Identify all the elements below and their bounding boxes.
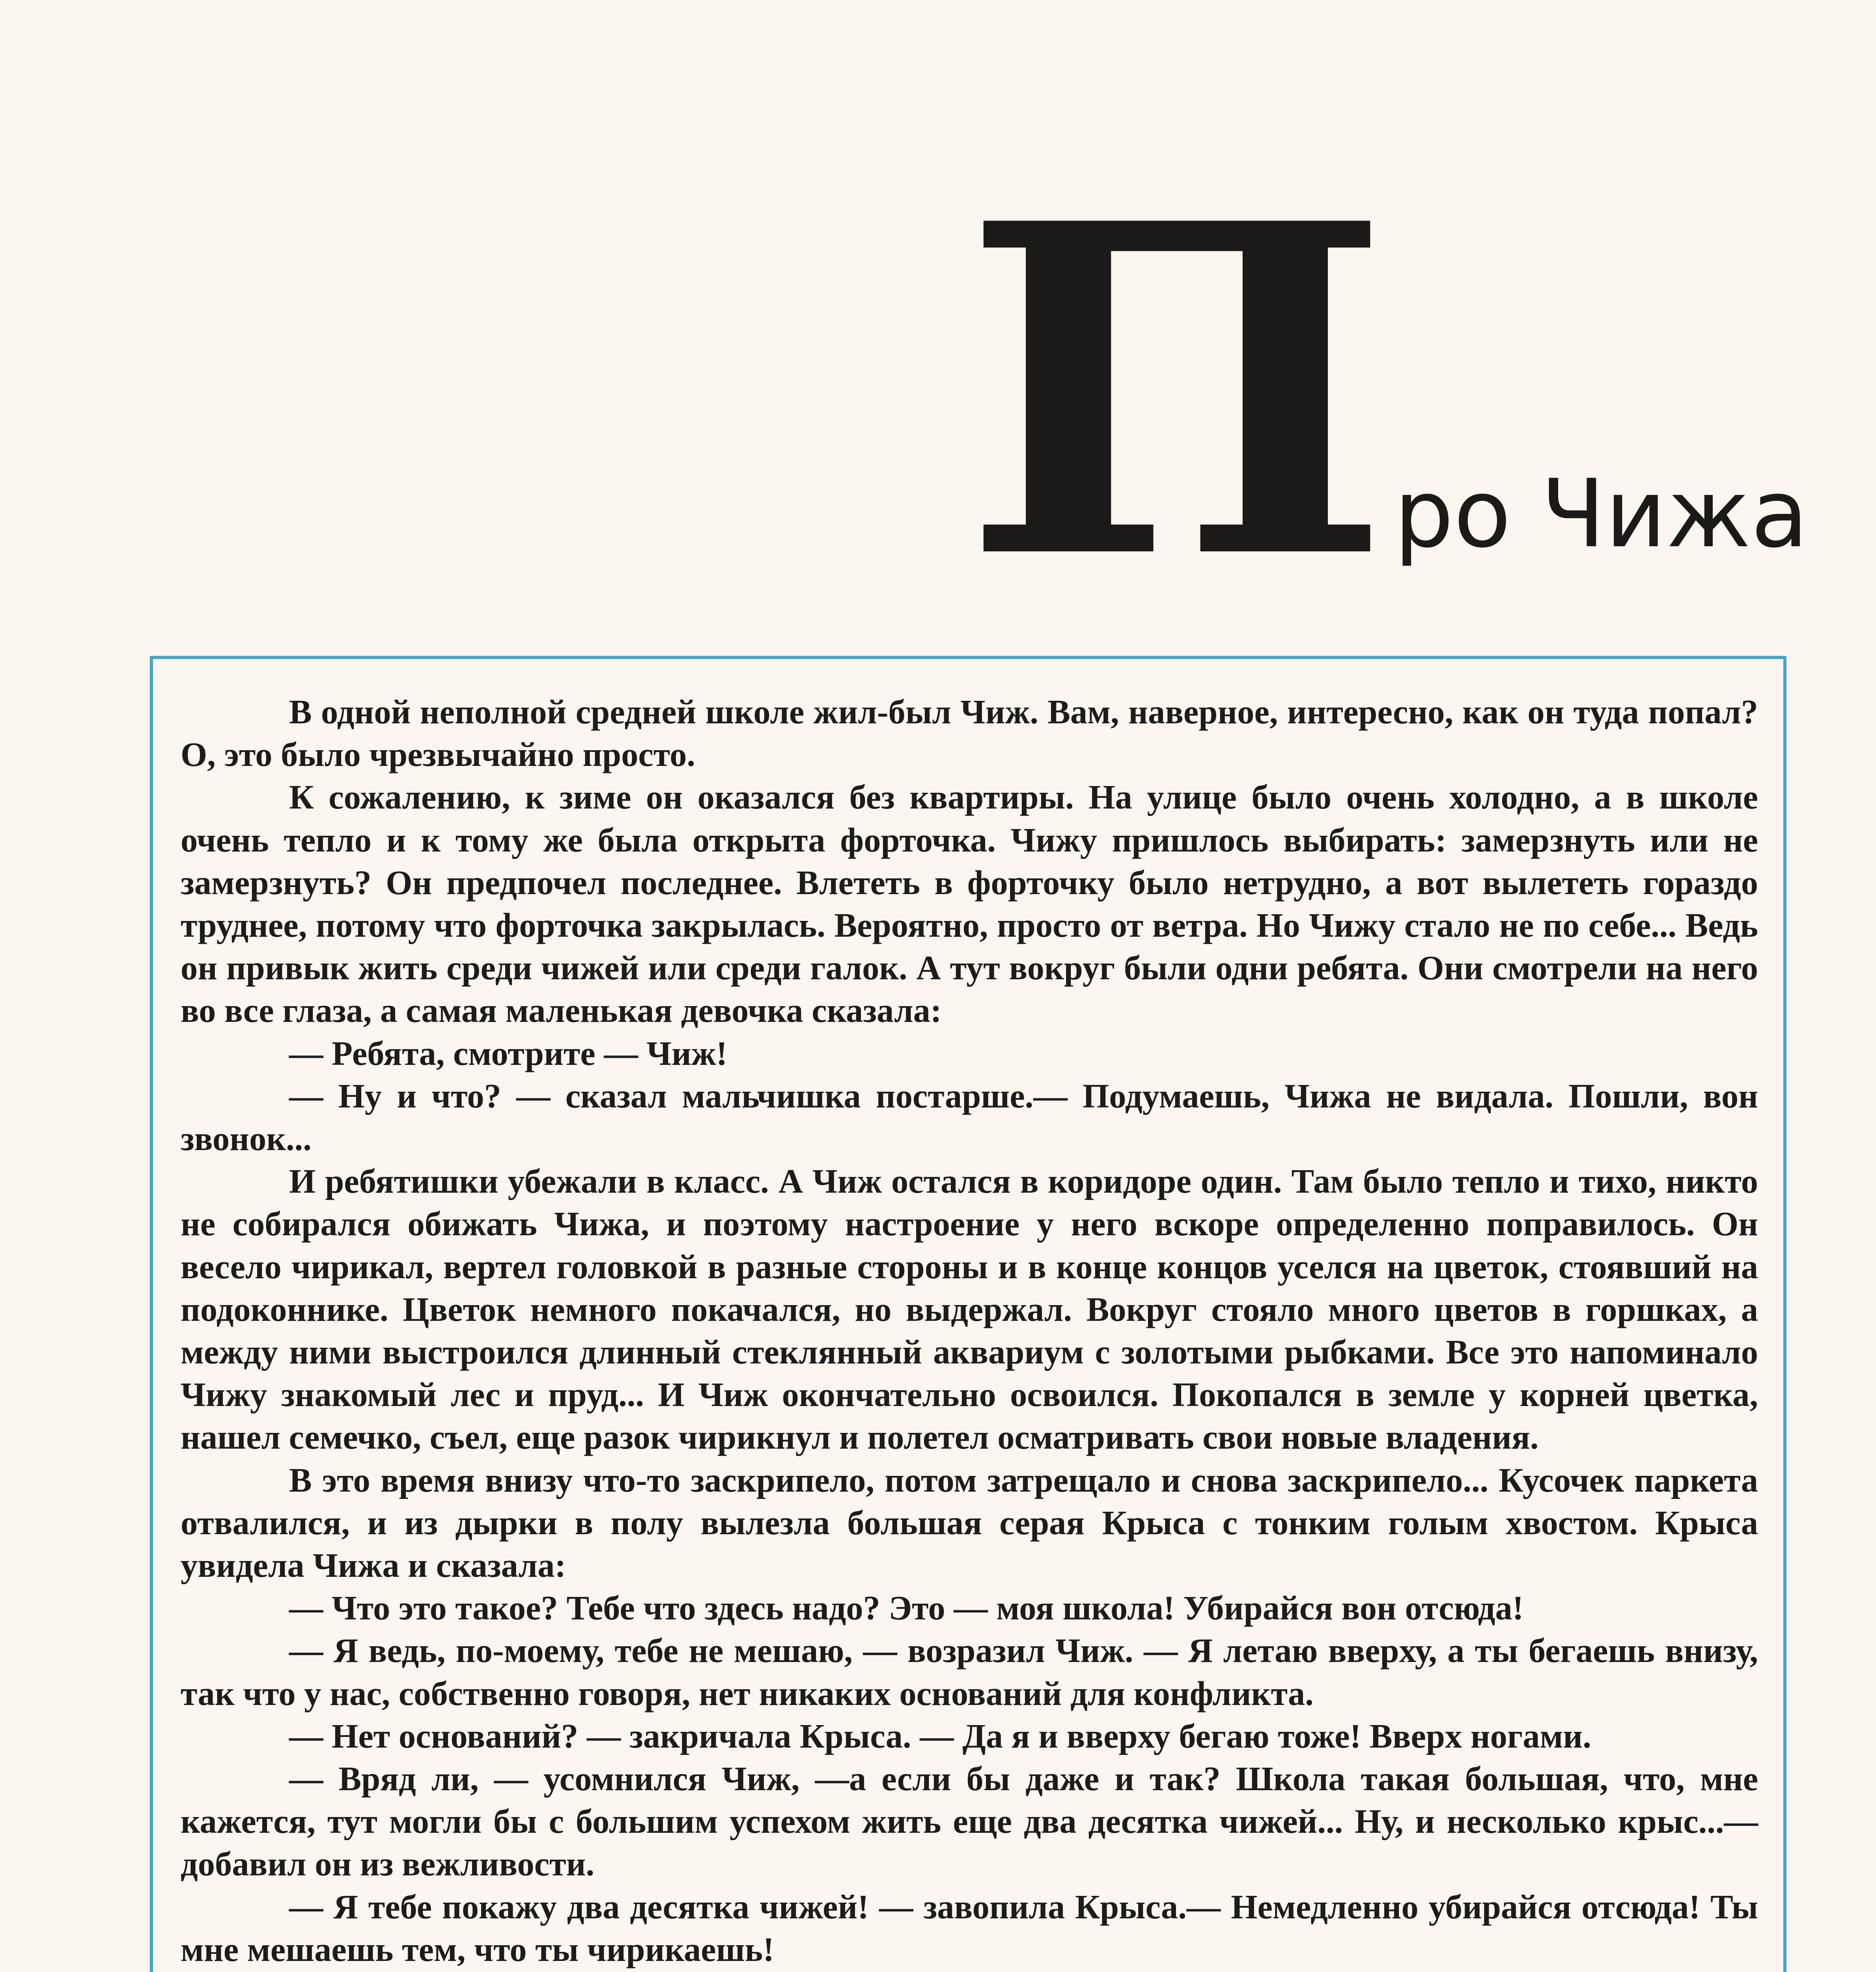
- story-frame: [150, 656, 1786, 1972]
- paragraph: — Ребята, смотрите — Чиж!: [289, 1034, 728, 1072]
- story-text: [181, 691, 1758, 1972]
- title-rest: ро Чижа: [1394, 459, 1809, 569]
- paragraph: В это время внизу что-то заскрипело, потом затрещало и снова заскрипело... Кусочек паркета отвалился, и из дырки в полу вылезла большая серая Крыса с тонким голым хвостом. Крыса увидела Чижа и сказала:: [181, 1461, 1758, 1585]
- paragraph: К сожалению, к зиме он оказался без квартиры. На улице было очень холодно, а в школе очень тепло и к тому же была открыта форточка. Чижу пришлось выбирать: замерзнуть или не замерзнуть? Он предпочел последнее. Влететь в форточку было нетрудно, а вот вылететь гораздо труднее, потому что форточка закрылась. Вероятно, просто от ветра. Но Чижу стало не по себе... Ведь он привык жить среди чижей или среди галок. А тут вокруг были одни ребята. Они смотрели на него во все глаза, а самая маленькая девочка сказала:: [181, 778, 1758, 1030]
- paragraph: — Ну и что? — сказал мальчишка постарше.— Подумаешь, Чижа не видала. Пошли, вон звонок...: [181, 1077, 1758, 1158]
- paragraph: — Что это такое? Тебе что здесь надо? Это — моя школа! Убирайся вон отсюда!: [289, 1589, 1524, 1627]
- paragraph: И ребятишки убежали в класс. А Чиж остался в коридоре один. Там было тепло и тихо, никто не собирался обижать Чижа, и поэтому настроение у него вскоре определенно поправилось. Он весело чирикал, вертел головкой в разные стороны и в конце концов уселся на цветок, стоявший на подоконнике. Цветок немного покачался, но выдержал. Вокруг стояло много цветов в горшках, а между ними выстроился длинный стеклянный аквариум с золотыми рыбками. Все это напоминало Чижу знакомый лес и пруд... И Чиж окончательно освоился. Покопался в земле у корней цветка, нашел семечко, съел, еще разок чирикнул и полетел осматривать свои новые владения.: [181, 1162, 1758, 1457]
- paragraph: — Я тебе покажу два десятка чижей! — завопила Крыса.— Немедленно убирайся отсюда! Ты мне мешаешь тем, что ты чирикаешь!: [181, 1888, 1758, 1968]
- paragraph: — Вряд ли, — усомнился Чиж, —а если бы даже и так? Школа такая большая, что, мне кажется, тут могли бы с большим успехом жить еще два десятка чижей... Ну, и несколько крыс...— добавил он из вежливости.: [181, 1760, 1758, 1883]
- paragraph: В одной неполной средней школе жил-был Чиж. Вам, наверное, интересно, как он туда попал? О, это было чрезвычайно просто.: [181, 693, 1758, 774]
- title-initial-letter: П: [962, 126, 1391, 659]
- paragraph: — Я ведь, по-моему, тебе не мешаю, — возразил Чиж. — Я летаю вверху, а ты бегаешь внизу, так что у нас, собственно говоря, нет никаких оснований для конфликта.: [181, 1632, 1758, 1712]
- paragraph: — Нет оснований? — закричала Крыса. — Да я и вверху бегаю тоже! Вверх ногами.: [289, 1717, 1591, 1755]
